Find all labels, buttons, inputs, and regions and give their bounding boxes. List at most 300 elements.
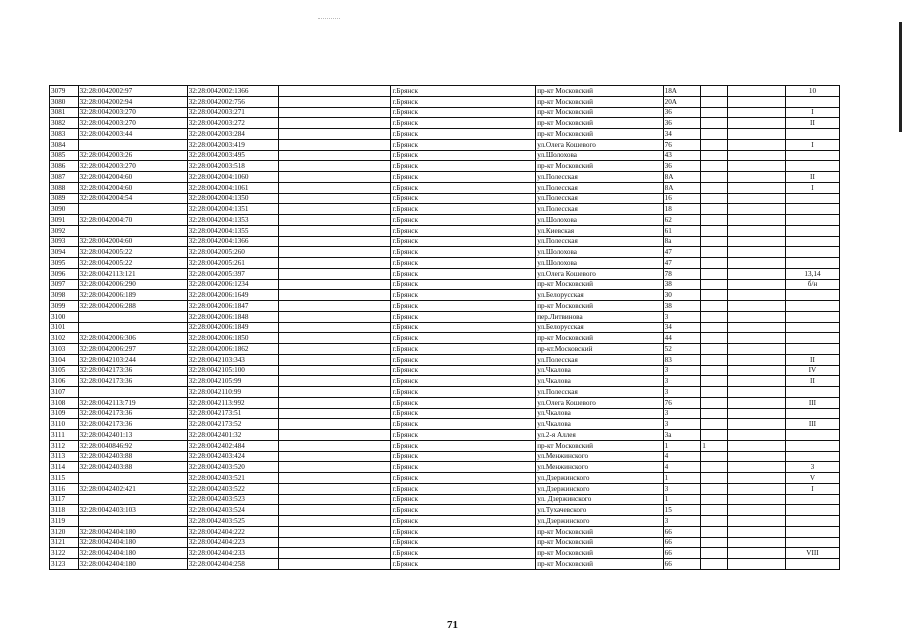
table-row — [50, 440, 840, 451]
extra-cell — [701, 322, 728, 333]
parent-cadastral-number: 32:28:0042004:54 — [78, 193, 187, 204]
extra-cell — [701, 473, 728, 484]
empty-cell — [279, 559, 391, 570]
parent-cadastral-number: 32:28:0042003:26 — [78, 150, 187, 161]
empty-cell — [727, 279, 785, 290]
empty-cell — [727, 537, 785, 548]
street: ул.Олега Кошевого — [536, 397, 663, 408]
city: г.Брянск — [391, 172, 536, 183]
street: ул.Киевская — [536, 225, 663, 236]
empty-cell — [279, 150, 391, 161]
parent-cadastral-number: 32:28:0042113:121 — [78, 268, 187, 279]
table-row — [50, 215, 840, 226]
row-number: 3083 — [50, 129, 79, 140]
cadastral-number: 32:28:0042403:522 — [187, 483, 279, 494]
table-row — [50, 387, 840, 398]
house-number: 66 — [663, 526, 701, 537]
street: ул.Шолохова — [536, 258, 663, 269]
empty-cell — [727, 139, 785, 150]
apartment-number: IV — [785, 365, 839, 376]
empty-cell — [279, 483, 391, 494]
apartment-number — [785, 311, 839, 322]
extra-cell — [701, 193, 728, 204]
city: г.Брянск — [391, 473, 536, 484]
empty-cell — [727, 236, 785, 247]
table-row — [50, 236, 840, 247]
city: г.Брянск — [391, 86, 536, 97]
extra-cell — [701, 182, 728, 193]
row-number: 3106 — [50, 376, 79, 387]
parent-cadastral-number: 32:28:0042003:270 — [78, 107, 187, 118]
table-row — [50, 322, 840, 333]
empty-cell — [727, 559, 785, 570]
row-number: 3095 — [50, 258, 79, 269]
extra-cell — [701, 290, 728, 301]
extra-cell — [701, 139, 728, 150]
parent-cadastral-number: 32:28:0042006:189 — [78, 290, 187, 301]
city: г.Брянск — [391, 204, 536, 215]
table-row — [50, 139, 840, 150]
house-number: 76 — [663, 139, 701, 150]
house-number: 30 — [663, 290, 701, 301]
street: ул.Олега Кошевого — [536, 139, 663, 150]
empty-cell — [279, 96, 391, 107]
empty-cell — [279, 107, 391, 118]
extra-cell — [701, 376, 728, 387]
city: г.Брянск — [391, 505, 536, 516]
apartment-number: III — [785, 397, 839, 408]
page-edge-bar — [899, 22, 902, 132]
row-number: 3114 — [50, 462, 79, 473]
city: г.Брянск — [391, 559, 536, 570]
cadastral-number: 32:28:0042006:1649 — [187, 290, 279, 301]
apartment-number — [785, 236, 839, 247]
apartment-number: III — [785, 419, 839, 430]
table-row — [50, 258, 840, 269]
scan-artifact — [318, 18, 340, 20]
parent-cadastral-number: 32:28:0042173:36 — [78, 365, 187, 376]
empty-cell — [727, 430, 785, 441]
empty-cell — [727, 172, 785, 183]
house-number: 1 — [663, 473, 701, 484]
row-number: 3088 — [50, 182, 79, 193]
empty-cell — [727, 387, 785, 398]
street: пр-кт Московский — [536, 333, 663, 344]
city: г.Брянск — [391, 451, 536, 462]
cadastral-number: 32:28:0042005:397 — [187, 268, 279, 279]
table-row — [50, 516, 840, 527]
apartment-number — [785, 301, 839, 312]
parent-cadastral-number: 32:28:0042004:70 — [78, 215, 187, 226]
apartment-number — [785, 516, 839, 527]
parent-cadastral-number: 32:28:0042006:290 — [78, 279, 187, 290]
parent-cadastral-number: 32:28:0042006:288 — [78, 301, 187, 312]
empty-cell — [279, 451, 391, 462]
cadastral-number: 32:28:0042006:1848 — [187, 311, 279, 322]
street: ул.Чкалова — [536, 376, 663, 387]
apartment-number — [785, 161, 839, 172]
table-row — [50, 118, 840, 129]
cadastral-number: 32:28:0042173:51 — [187, 408, 279, 419]
city: г.Брянск — [391, 107, 536, 118]
apartment-number: I — [785, 107, 839, 118]
table-row — [50, 462, 840, 473]
empty-cell — [727, 161, 785, 172]
parent-cadastral-number — [78, 516, 187, 527]
street: пр-кт Московский — [536, 129, 663, 140]
apartment-number — [785, 333, 839, 344]
street: пр-кт Московский — [536, 118, 663, 129]
city: г.Брянск — [391, 483, 536, 494]
empty-cell — [279, 161, 391, 172]
house-number: 3 — [663, 387, 701, 398]
apartment-number — [785, 290, 839, 301]
house-number: 3 — [663, 419, 701, 430]
house-number: 18А — [663, 86, 701, 97]
street: ул.Дзержинского — [536, 473, 663, 484]
extra-cell — [701, 129, 728, 140]
cadastral-number: 32:28:0042105:100 — [187, 365, 279, 376]
empty-cell — [279, 333, 391, 344]
extra-cell — [701, 559, 728, 570]
cadastral-number: 32:28:0042003:272 — [187, 118, 279, 129]
row-number: 3112 — [50, 440, 79, 451]
city: г.Брянск — [391, 440, 536, 451]
row-number: 3118 — [50, 505, 79, 516]
apartment-number — [785, 258, 839, 269]
city: г.Брянск — [391, 311, 536, 322]
row-number: 3101 — [50, 322, 79, 333]
row-number: 3115 — [50, 473, 79, 484]
apartment-number — [785, 440, 839, 451]
house-number: 1 — [663, 440, 701, 451]
extra-cell — [701, 462, 728, 473]
street: пр-кт Московский — [536, 526, 663, 537]
street: ул.Олега Кошевого — [536, 268, 663, 279]
table-row — [50, 182, 840, 193]
city: г.Брянск — [391, 387, 536, 398]
city: г.Брянск — [391, 494, 536, 505]
apartment-number — [785, 215, 839, 226]
table-row — [50, 161, 840, 172]
extra-cell — [701, 537, 728, 548]
row-number: 3094 — [50, 247, 79, 258]
empty-cell — [279, 344, 391, 355]
row-number: 3096 — [50, 268, 79, 279]
extra-cell — [701, 301, 728, 312]
cadastral-number: 32:28:0042006:1847 — [187, 301, 279, 312]
apartment-number — [785, 559, 839, 570]
cadastral-number: 32:28:0042002:1366 — [187, 86, 279, 97]
cadastral-number: 32:28:0042404:223 — [187, 537, 279, 548]
empty-cell — [279, 86, 391, 97]
cadastral-number: 32:28:0042004:1353 — [187, 215, 279, 226]
house-number: 20А — [663, 96, 701, 107]
extra-cell — [701, 408, 728, 419]
parent-cadastral-number: 32:28:0042004:60 — [78, 172, 187, 183]
apartment-number — [785, 408, 839, 419]
apartment-number: II — [785, 376, 839, 387]
street: ул.Шолохова — [536, 150, 663, 161]
city: г.Брянск — [391, 139, 536, 150]
row-number: 3080 — [50, 96, 79, 107]
apartment-number: V — [785, 473, 839, 484]
street: пер.Литвинова — [536, 311, 663, 322]
extra-cell — [701, 419, 728, 430]
apartment-number: II — [785, 354, 839, 365]
extra-cell — [701, 236, 728, 247]
street: ул.2-я Аллея — [536, 430, 663, 441]
house-number: 3 — [663, 408, 701, 419]
table-row — [50, 473, 840, 484]
house-number: 18 — [663, 204, 701, 215]
city: г.Брянск — [391, 333, 536, 344]
cadastral-number: 32:28:0042402:484 — [187, 440, 279, 451]
house-number: 15 — [663, 505, 701, 516]
city: г.Брянск — [391, 193, 536, 204]
street: пр-кт Московский — [536, 440, 663, 451]
empty-cell — [727, 258, 785, 269]
house-number: 36 — [663, 118, 701, 129]
extra-cell — [701, 172, 728, 183]
empty-cell — [279, 430, 391, 441]
parent-cadastral-number — [78, 225, 187, 236]
street: ул.Чкалова — [536, 419, 663, 430]
empty-cell — [279, 311, 391, 322]
apartment-number — [785, 129, 839, 140]
row-number: 3119 — [50, 516, 79, 527]
extra-cell — [701, 505, 728, 516]
empty-cell — [727, 548, 785, 559]
row-number: 3082 — [50, 118, 79, 129]
empty-cell — [727, 344, 785, 355]
extra-cell — [701, 161, 728, 172]
empty-cell — [279, 516, 391, 527]
cadastral-number: 32:28:0042401:32 — [187, 430, 279, 441]
parent-cadastral-number: 32:28:0042404:180 — [78, 559, 187, 570]
extra-cell — [701, 118, 728, 129]
cadastral-number: 32:28:0042004:1351 — [187, 204, 279, 215]
parent-cadastral-number: 32:28:0042002:94 — [78, 96, 187, 107]
empty-cell — [727, 290, 785, 301]
empty-cell — [279, 172, 391, 183]
cadastral-number: 32:28:0042404:258 — [187, 559, 279, 570]
empty-cell — [727, 376, 785, 387]
apartment-number: II — [785, 118, 839, 129]
city: г.Брянск — [391, 182, 536, 193]
parent-cadastral-number: 32:28:0042006:306 — [78, 333, 187, 344]
city: г.Брянск — [391, 376, 536, 387]
street: ул.Полесская — [536, 354, 663, 365]
empty-cell — [279, 365, 391, 376]
row-number: 3085 — [50, 150, 79, 161]
house-number: 8а — [663, 236, 701, 247]
row-number: 3092 — [50, 225, 79, 236]
table-row — [50, 397, 840, 408]
empty-cell — [279, 494, 391, 505]
street: пр-кт Московский — [536, 548, 663, 559]
parent-cadastral-number: 32:28:0042403:88 — [78, 462, 187, 473]
cadastral-number: 32:28:0042004:1350 — [187, 193, 279, 204]
city: г.Брянск — [391, 118, 536, 129]
street: ул.Полесская — [536, 204, 663, 215]
cadastral-number: 32:28:0042103:343 — [187, 354, 279, 365]
table-row — [50, 494, 840, 505]
extra-cell — [701, 451, 728, 462]
house-number: 4 — [663, 451, 701, 462]
empty-cell — [727, 107, 785, 118]
row-number: 3116 — [50, 483, 79, 494]
table-row — [50, 172, 840, 183]
extra-cell — [701, 494, 728, 505]
empty-cell — [727, 408, 785, 419]
cadastral-number: 32:28:0042003:284 — [187, 129, 279, 140]
street: ул.Белорусская — [536, 322, 663, 333]
parent-cadastral-number: 32:28:0042404:180 — [78, 548, 187, 559]
apartment-number — [785, 247, 839, 258]
extra-cell — [701, 483, 728, 494]
parent-cadastral-number: 32:28:0042003:44 — [78, 129, 187, 140]
house-number: 83 — [663, 354, 701, 365]
street: ул.Полесская — [536, 182, 663, 193]
city: г.Брянск — [391, 247, 536, 258]
empty-cell — [279, 258, 391, 269]
empty-cell — [727, 397, 785, 408]
cadastral-number: 32:28:0042403:524 — [187, 505, 279, 516]
extra-cell — [701, 86, 728, 97]
city: г.Брянск — [391, 279, 536, 290]
empty-cell — [727, 494, 785, 505]
apartment-number: 10 — [785, 86, 839, 97]
row-number: 3111 — [50, 430, 79, 441]
house-number: 4 — [663, 462, 701, 473]
city: г.Брянск — [391, 419, 536, 430]
table-row — [50, 301, 840, 312]
street: ул.Белорусская — [536, 290, 663, 301]
house-number: 8А — [663, 182, 701, 193]
parent-cadastral-number: 32:28:0042402:421 — [78, 483, 187, 494]
empty-cell — [727, 419, 785, 430]
street: ул.Тухачевского — [536, 505, 663, 516]
street: пр-кт Московский — [536, 559, 663, 570]
empty-cell — [279, 505, 391, 516]
empty-cell — [279, 236, 391, 247]
cadastral-number: 32:28:0042403:525 — [187, 516, 279, 527]
house-number: 3 — [663, 365, 701, 376]
empty-cell — [727, 440, 785, 451]
parent-cadastral-number: 32:28:0040846:92 — [78, 440, 187, 451]
cadastral-number: 32:28:0042113:992 — [187, 397, 279, 408]
street: ул.Полесская — [536, 193, 663, 204]
row-number: 3086 — [50, 161, 79, 172]
empty-cell — [279, 440, 391, 451]
empty-cell — [727, 451, 785, 462]
house-number: 66 — [663, 548, 701, 559]
empty-cell — [279, 462, 391, 473]
empty-cell — [727, 483, 785, 494]
extra-cell — [701, 150, 728, 161]
parent-cadastral-number: 32:28:0042005:22 — [78, 258, 187, 269]
empty-cell — [727, 301, 785, 312]
city: г.Брянск — [391, 268, 536, 279]
row-number: 3105 — [50, 365, 79, 376]
empty-cell — [727, 225, 785, 236]
empty-cell — [727, 96, 785, 107]
empty-cell — [727, 268, 785, 279]
parent-cadastral-number: 32:28:0042004:60 — [78, 182, 187, 193]
row-number: 3098 — [50, 290, 79, 301]
table-row — [50, 537, 840, 548]
row-number: 3108 — [50, 397, 79, 408]
empty-cell — [279, 225, 391, 236]
empty-cell — [279, 397, 391, 408]
row-number: 3091 — [50, 215, 79, 226]
parent-cadastral-number: 32:28:0042173:36 — [78, 419, 187, 430]
cadastral-number: 32:28:0042404:233 — [187, 548, 279, 559]
parent-cadastral-number: 32:28:0042113:719 — [78, 397, 187, 408]
apartment-number — [785, 204, 839, 215]
apartment-number — [785, 494, 839, 505]
cadastral-number: 32:28:0042403:424 — [187, 451, 279, 462]
empty-cell — [279, 322, 391, 333]
table-row — [50, 279, 840, 290]
empty-cell — [279, 118, 391, 129]
parent-cadastral-number: 32:28:0042006:297 — [78, 344, 187, 355]
street: пр-кт Московский — [536, 279, 663, 290]
table-row — [50, 150, 840, 161]
city: г.Брянск — [391, 397, 536, 408]
table-row — [50, 430, 840, 441]
street: ул.Менжинского — [536, 462, 663, 473]
street: ул.Дзержинского — [536, 516, 663, 527]
row-number: 3122 — [50, 548, 79, 559]
apartment-number — [785, 96, 839, 107]
parent-cadastral-number: 32:28:0042103:244 — [78, 354, 187, 365]
apartment-number — [785, 150, 839, 161]
street: ул.Менжинского — [536, 451, 663, 462]
parent-cadastral-number: 32:28:0042404:180 — [78, 526, 187, 537]
city: г.Брянск — [391, 537, 536, 548]
cadastral-number: 32:28:0042006:1850 — [187, 333, 279, 344]
row-number: 3104 — [50, 354, 79, 365]
extra-cell — [701, 215, 728, 226]
cadastral-number: 32:28:0042005:261 — [187, 258, 279, 269]
house-number: 44 — [663, 333, 701, 344]
empty-cell — [279, 526, 391, 537]
house-number: 66 — [663, 559, 701, 570]
empty-cell — [279, 473, 391, 484]
extra-cell — [701, 333, 728, 344]
street: пр-кт.Московский — [536, 344, 663, 355]
city: г.Брянск — [391, 301, 536, 312]
row-number: 3107 — [50, 387, 79, 398]
cadastral-number: 32:28:0042403:520 — [187, 462, 279, 473]
street: пр-кт Московский — [536, 86, 663, 97]
house-number: 8А — [663, 172, 701, 183]
city: г.Брянск — [391, 354, 536, 365]
parent-cadastral-number: 32:28:0042401:13 — [78, 430, 187, 441]
extra-cell — [701, 344, 728, 355]
extra-cell — [701, 311, 728, 322]
parent-cadastral-number: 32:28:0042002:97 — [78, 86, 187, 97]
table-row — [50, 344, 840, 355]
house-number: 61 — [663, 225, 701, 236]
cadastral-number: 32:28:0042004:1366 — [187, 236, 279, 247]
cadastral-number: 32:28:0042004:1355 — [187, 225, 279, 236]
table-row — [50, 311, 840, 322]
house-number: 34 — [663, 129, 701, 140]
extra-cell — [701, 225, 728, 236]
